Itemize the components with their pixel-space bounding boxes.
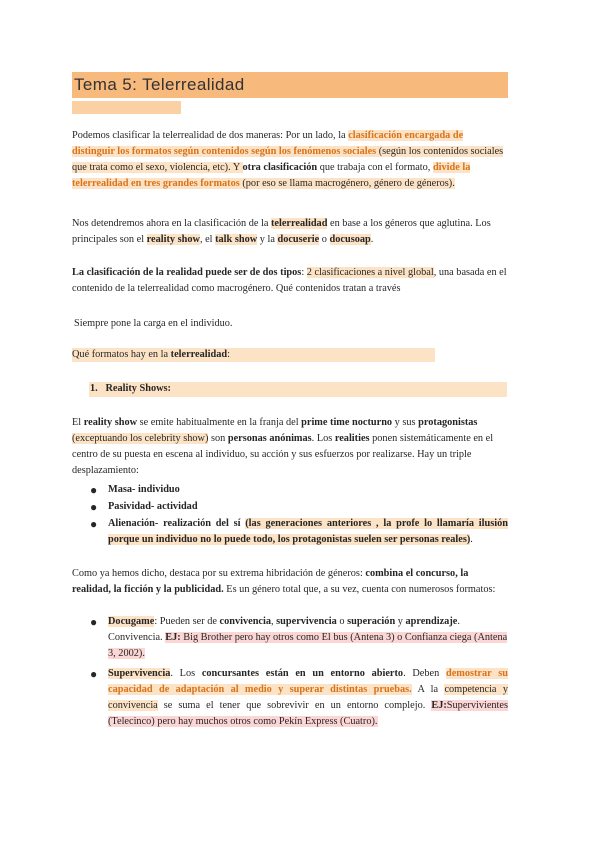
- list-item: Masa- individuo: [108, 484, 180, 495]
- paragraph-genres: Nos detendremos ahora en la clasificación de la telerrealidad en base a los géneros que aglutina. Los principales son el reality show, el talk show y la docuserie o docusoap.: [72, 218, 491, 245]
- list-item-docugame: Docugame: Pueden ser de convivencia, supervivencia o superación y aprendizaje. Convivencia. EJ: Big Brother pero hay otros como El bus (Antena 3) o Confianza ciega (Antena 3, 2002).: [108, 616, 508, 659]
- list-item-supervivencia: Supervivencia. Los concursantes están en un entorno abierto. Deben demostrar su capacidad de adaptación al medio y superar distintas pruebas. A la competencia y convivencia se suma el tener que sobrevivir en un entorno complejo. EJ:Supervivientes (Telecinco) pero hay muchos otros como Pekín Express (Cuatro).: [108, 668, 508, 727]
- list-item: Alienación- realización del sí (las generaciones anteriores , la profe lo llamaría ilusión porque un individuo no lo puede todo, los protagonistas suelen ser personas reales).: [108, 518, 508, 545]
- list-item: Pasividad- actividad: [108, 501, 198, 512]
- paragraph-intro: Podemos clasificar la telerrealidad de dos maneras: Por un lado, la clasificación encargada de distinguir los formatos según contenidos según los fenómenos sociales (según los contenidos sociales que trata como el sexo, violencia, etc). Y otra clasificación que trabaja con el formato, divide la telerrealidad en tres grandes formatos (por eso se llama macrogénero, género de géneros).: [72, 130, 504, 189]
- bullet-marker: ●: [90, 517, 98, 531]
- bullet-marker: ●: [90, 500, 98, 514]
- paragraph-individual: Siempre pone la carga en el individuo.: [74, 318, 233, 329]
- subtitle-highlight: [72, 101, 181, 114]
- page-title: Tema 5: Telerrealidad: [74, 75, 245, 94]
- bullet-marker: ●: [90, 615, 98, 629]
- paragraph-hybrid: Como ya hemos dicho, destaca por su extrema hibridación de géneros: combina el concurso, la realidad, la ficción y la publicidad. Es un género total que, a su vez, cuenta con numerosos formatos:: [72, 568, 496, 595]
- paragraph-reality-show: El reality show se emite habitualmente en la franja del prime time nocturno y sus protagonistas (exceptuando los celebrity show) son personas anónimas. Los realities ponen sistemáticamente en el centro de su puesta en escena al individuo, su acción y sus esfuerzos por realizarse. Hay un triple desplazamiento:: [72, 417, 494, 476]
- bullet-marker: ●: [90, 483, 98, 497]
- heading-reality-shows: 1. Reality Shows:: [90, 383, 171, 394]
- bullet-marker: ●: [90, 667, 98, 681]
- paragraph-classification: La clasificación de la realidad puede ser de dos tipos: 2 clasificaciones a nivel global, una basada en el contenido de la telerrealidad como macrogénero. Qué contenidos tratan a través: [72, 267, 507, 294]
- paragraph-formats: Qué formatos hay en la telerrealidad:: [72, 349, 230, 360]
